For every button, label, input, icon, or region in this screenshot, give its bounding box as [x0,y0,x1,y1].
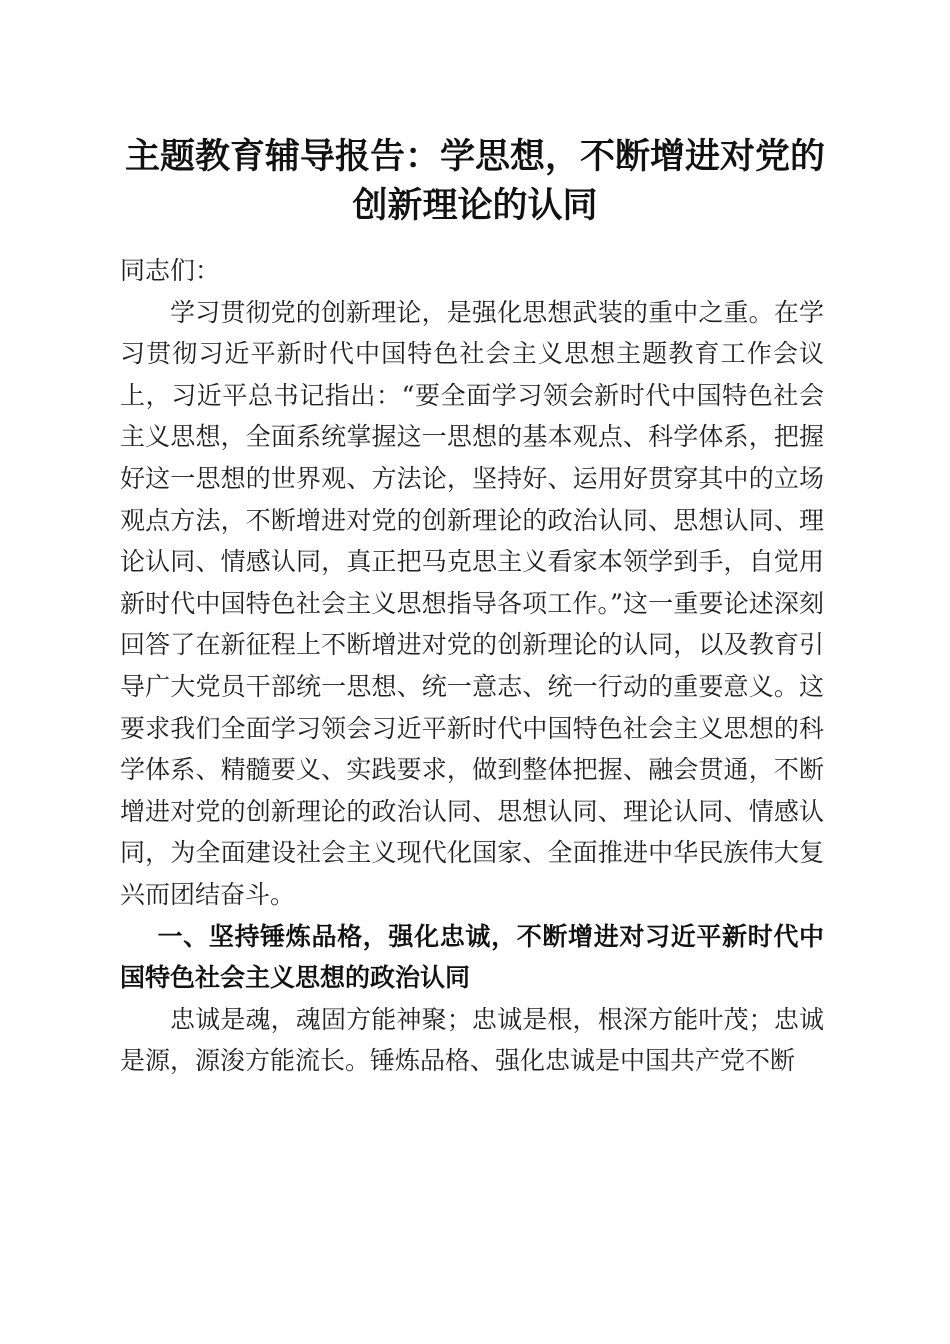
salutation: 同志们： [120,256,221,285]
paragraph-loyalty: 忠诚是魂，魂固方能神聚；忠诚是根，根深方能叶茂；忠诚是源，源浚方能流长。锤炼品格、强化忠诚是中国共产党不断 [120,1004,824,1076]
title-line-2: 创新理论的认同 [352,185,598,226]
document-title [100,132,850,230]
paragraph-intro: 学习贯彻党的创新理论，是强化思想武装的重中之重。在学习贯彻习近平新时代中国特色社会主义思想主题教育工作会议上，习近平总书记指出：“要全面学习领会新时代中国特色社会主义思想，全面系统掌握这一思想的基本观点、科学体系，把握好这一思想的世界观、方法论，坚持好、运用好贯穿其中的立场观点方法，不断增进对党的创新理论的政治认同、思想认同、理论认同、情感认同，真正把马克思主义看家本领学到手，自觉用新时代中国特色社会主义思想指导各项工作。”这一重要论述深刻回答了在新征程上不断增进对党的创新理论的认同，以及教育引导广大党员干部统一思想、统一意志、统一行动的重要意义。这要求我们全面学习领会习近平新时代中国特色社会主义思想的科学体系、精髓要义、实践要求，做到整体把握、融会贯通，不断增进对党的创新理论的政治认同、思想认同、理论认同、情感认同，为全面建设社会主义现代化国家、全面推进中华民族伟大复兴而团结奋斗。 [120,297,824,909]
section-heading-1: 一、坚持锤炼品格，强化忠诚，不断增进对习近平新时代中国特色社会主义思想的政治认同 [120,921,824,993]
title-line-1: 主题教育辅导报告：学思想，不断增进对党的 [124,136,825,177]
document-body [120,250,824,1082]
